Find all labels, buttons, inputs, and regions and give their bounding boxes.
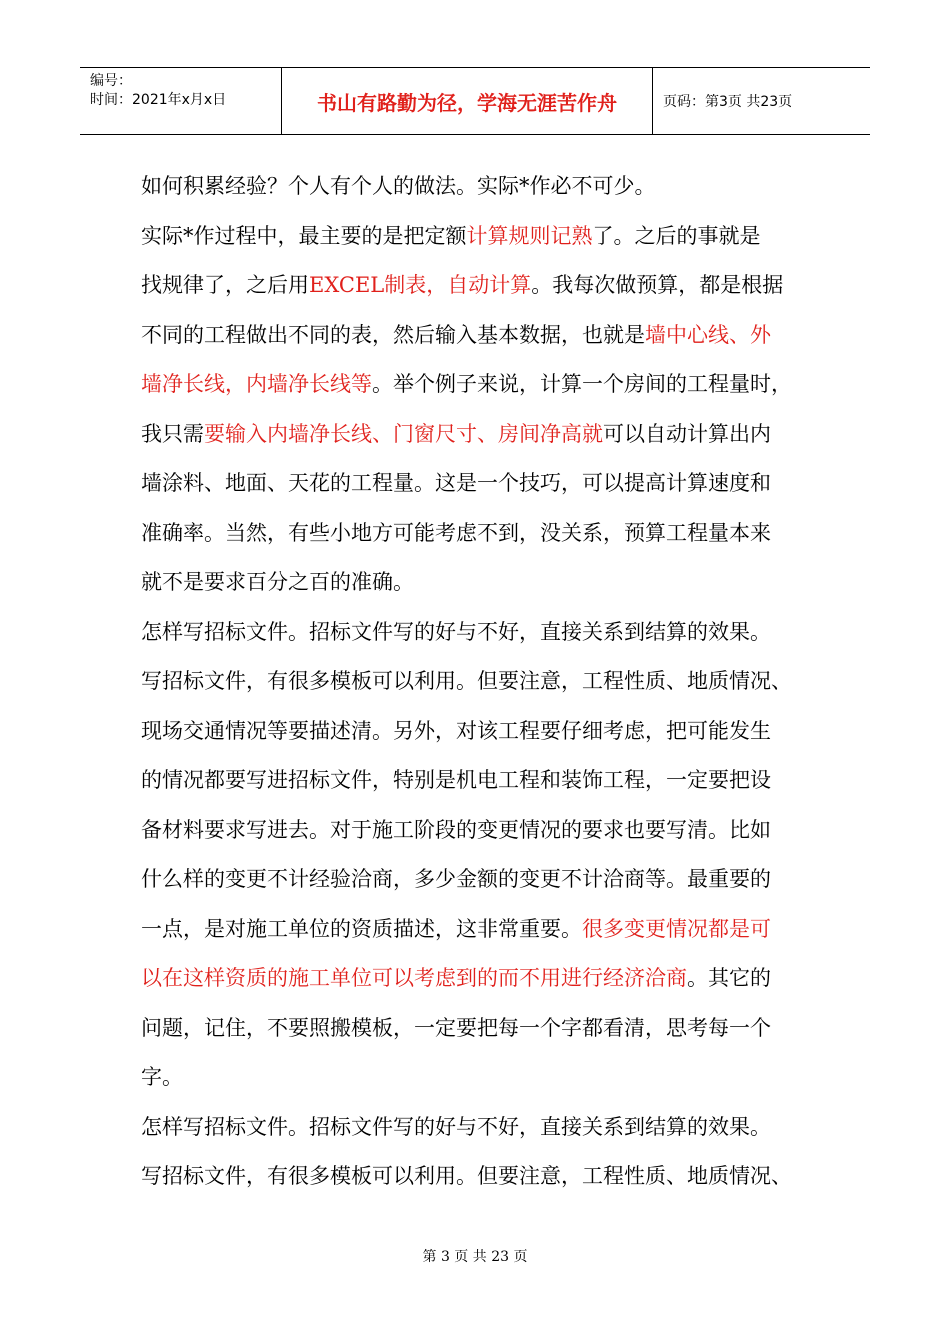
text-line	[141, 261, 831, 311]
text-line	[141, 806, 831, 856]
body-text: 了。之后的事就是	[592, 223, 761, 248]
body-text: 字。	[141, 1065, 183, 1089]
text-line	[141, 459, 831, 509]
highlighted-text: EXCEL制表，自动计算	[309, 273, 532, 297]
highlighted-text: 墙净长线，内墙净长线等	[141, 372, 372, 396]
text-line	[141, 855, 831, 905]
body-text: 怎样写招标文件。招标文件写的好与不好，直接关系到结算的效果。	[141, 1114, 771, 1139]
text-line	[141, 905, 831, 955]
body-text: 我只需	[141, 421, 204, 446]
body-text: 就不是要求百分之百的准确。	[141, 570, 414, 594]
header-page-code: 页码：第3页 共23页	[663, 94, 793, 110]
body-text: 一点，是对施工单位的资质描述，这非常重要。	[141, 916, 582, 941]
body-text: 怎样写招标文件。招标文件写的好与不好，直接关系到结算的效果。	[141, 619, 771, 644]
highlighted-text: 要输入内墙净长线、门窗尺寸、房间净高就	[204, 421, 603, 446]
body-text: 。其它的	[687, 966, 771, 990]
highlighted-text: 以在这样资质的施工单位可以考虑到的而不用进行经济洽商	[141, 966, 687, 990]
text-line	[141, 1152, 831, 1202]
number-label: 编号：	[90, 73, 132, 89]
body-text: 实际*作过程中，最主要的是把定额	[141, 223, 467, 248]
text-line	[141, 410, 831, 460]
text-line	[141, 608, 831, 658]
body-text: 准确率。当然，有些小地方可能考虑不到，没关系，预算工程量本来	[141, 520, 771, 545]
text-line	[141, 657, 831, 707]
text-line	[141, 212, 831, 262]
body-text: 墙涂料、地面、天花的工程量。这是一个技巧，可以提高计算速度和	[141, 471, 771, 495]
text-line	[141, 1053, 831, 1103]
body-text: 可以自动计算出内	[603, 421, 771, 446]
page-footer: 第 3 页 共 23 页	[422, 1249, 528, 1265]
text-line	[141, 311, 831, 361]
text-line	[141, 509, 831, 559]
body-text: 的情况都要写进招标文件，特别是机电工程和装饰工程，一定要把设	[141, 768, 771, 792]
highlighted-text: 计算规则记熟	[466, 223, 593, 248]
text-line	[141, 162, 831, 212]
page-header	[80, 67, 870, 135]
body-text: 。举个例子来说，计算一个房间的工程量时，	[372, 372, 792, 396]
header-motto: 书山有路勤为径，学海无涯苦作舟	[282, 68, 653, 134]
body-text: 不同的工程做出不同的表，然后输入基本数据，也就是	[141, 322, 645, 347]
document-body	[141, 162, 831, 1202]
body-text: 备材料要求写进去。对于施工阶段的变更情况的要求也要写清。比如	[141, 817, 771, 842]
text-line	[141, 707, 831, 757]
text-line	[141, 1103, 831, 1153]
highlighted-text: 墙中心线、外	[645, 322, 771, 347]
text-line	[141, 360, 831, 410]
body-text: 写招标文件，有很多模板可以利用。但要注意，工程性质、地质情况、	[141, 669, 792, 693]
highlighted-text: 很多变更情况都是可	[582, 916, 771, 941]
text-line	[141, 756, 831, 806]
header-meta	[80, 68, 282, 134]
text-line	[141, 1004, 831, 1054]
text-line	[141, 558, 831, 608]
body-text: 找规律了，之后用	[141, 273, 309, 297]
body-text: 。我每次做预算，都是根据	[531, 273, 784, 297]
body-text: 如何积累经验？个人有个人的做法。实际*作必不可少。	[141, 174, 656, 198]
body-text: 什么样的变更不计经验洽商，多少金额的变更不计洽商等。最重要的	[141, 867, 771, 891]
text-line	[141, 954, 831, 1004]
time-label: 时间：2021年x月x日	[90, 92, 227, 108]
body-text: 问题，记住，不要照搬模板，一定要把每一个字都看清，思考每一个	[141, 1015, 771, 1040]
body-text: 写招标文件，有很多模板可以利用。但要注意，工程性质、地质情况、	[141, 1164, 792, 1188]
body-text: 现场交通情况等要描述清。另外，对该工程要仔细考虑，把可能发生	[141, 718, 771, 743]
